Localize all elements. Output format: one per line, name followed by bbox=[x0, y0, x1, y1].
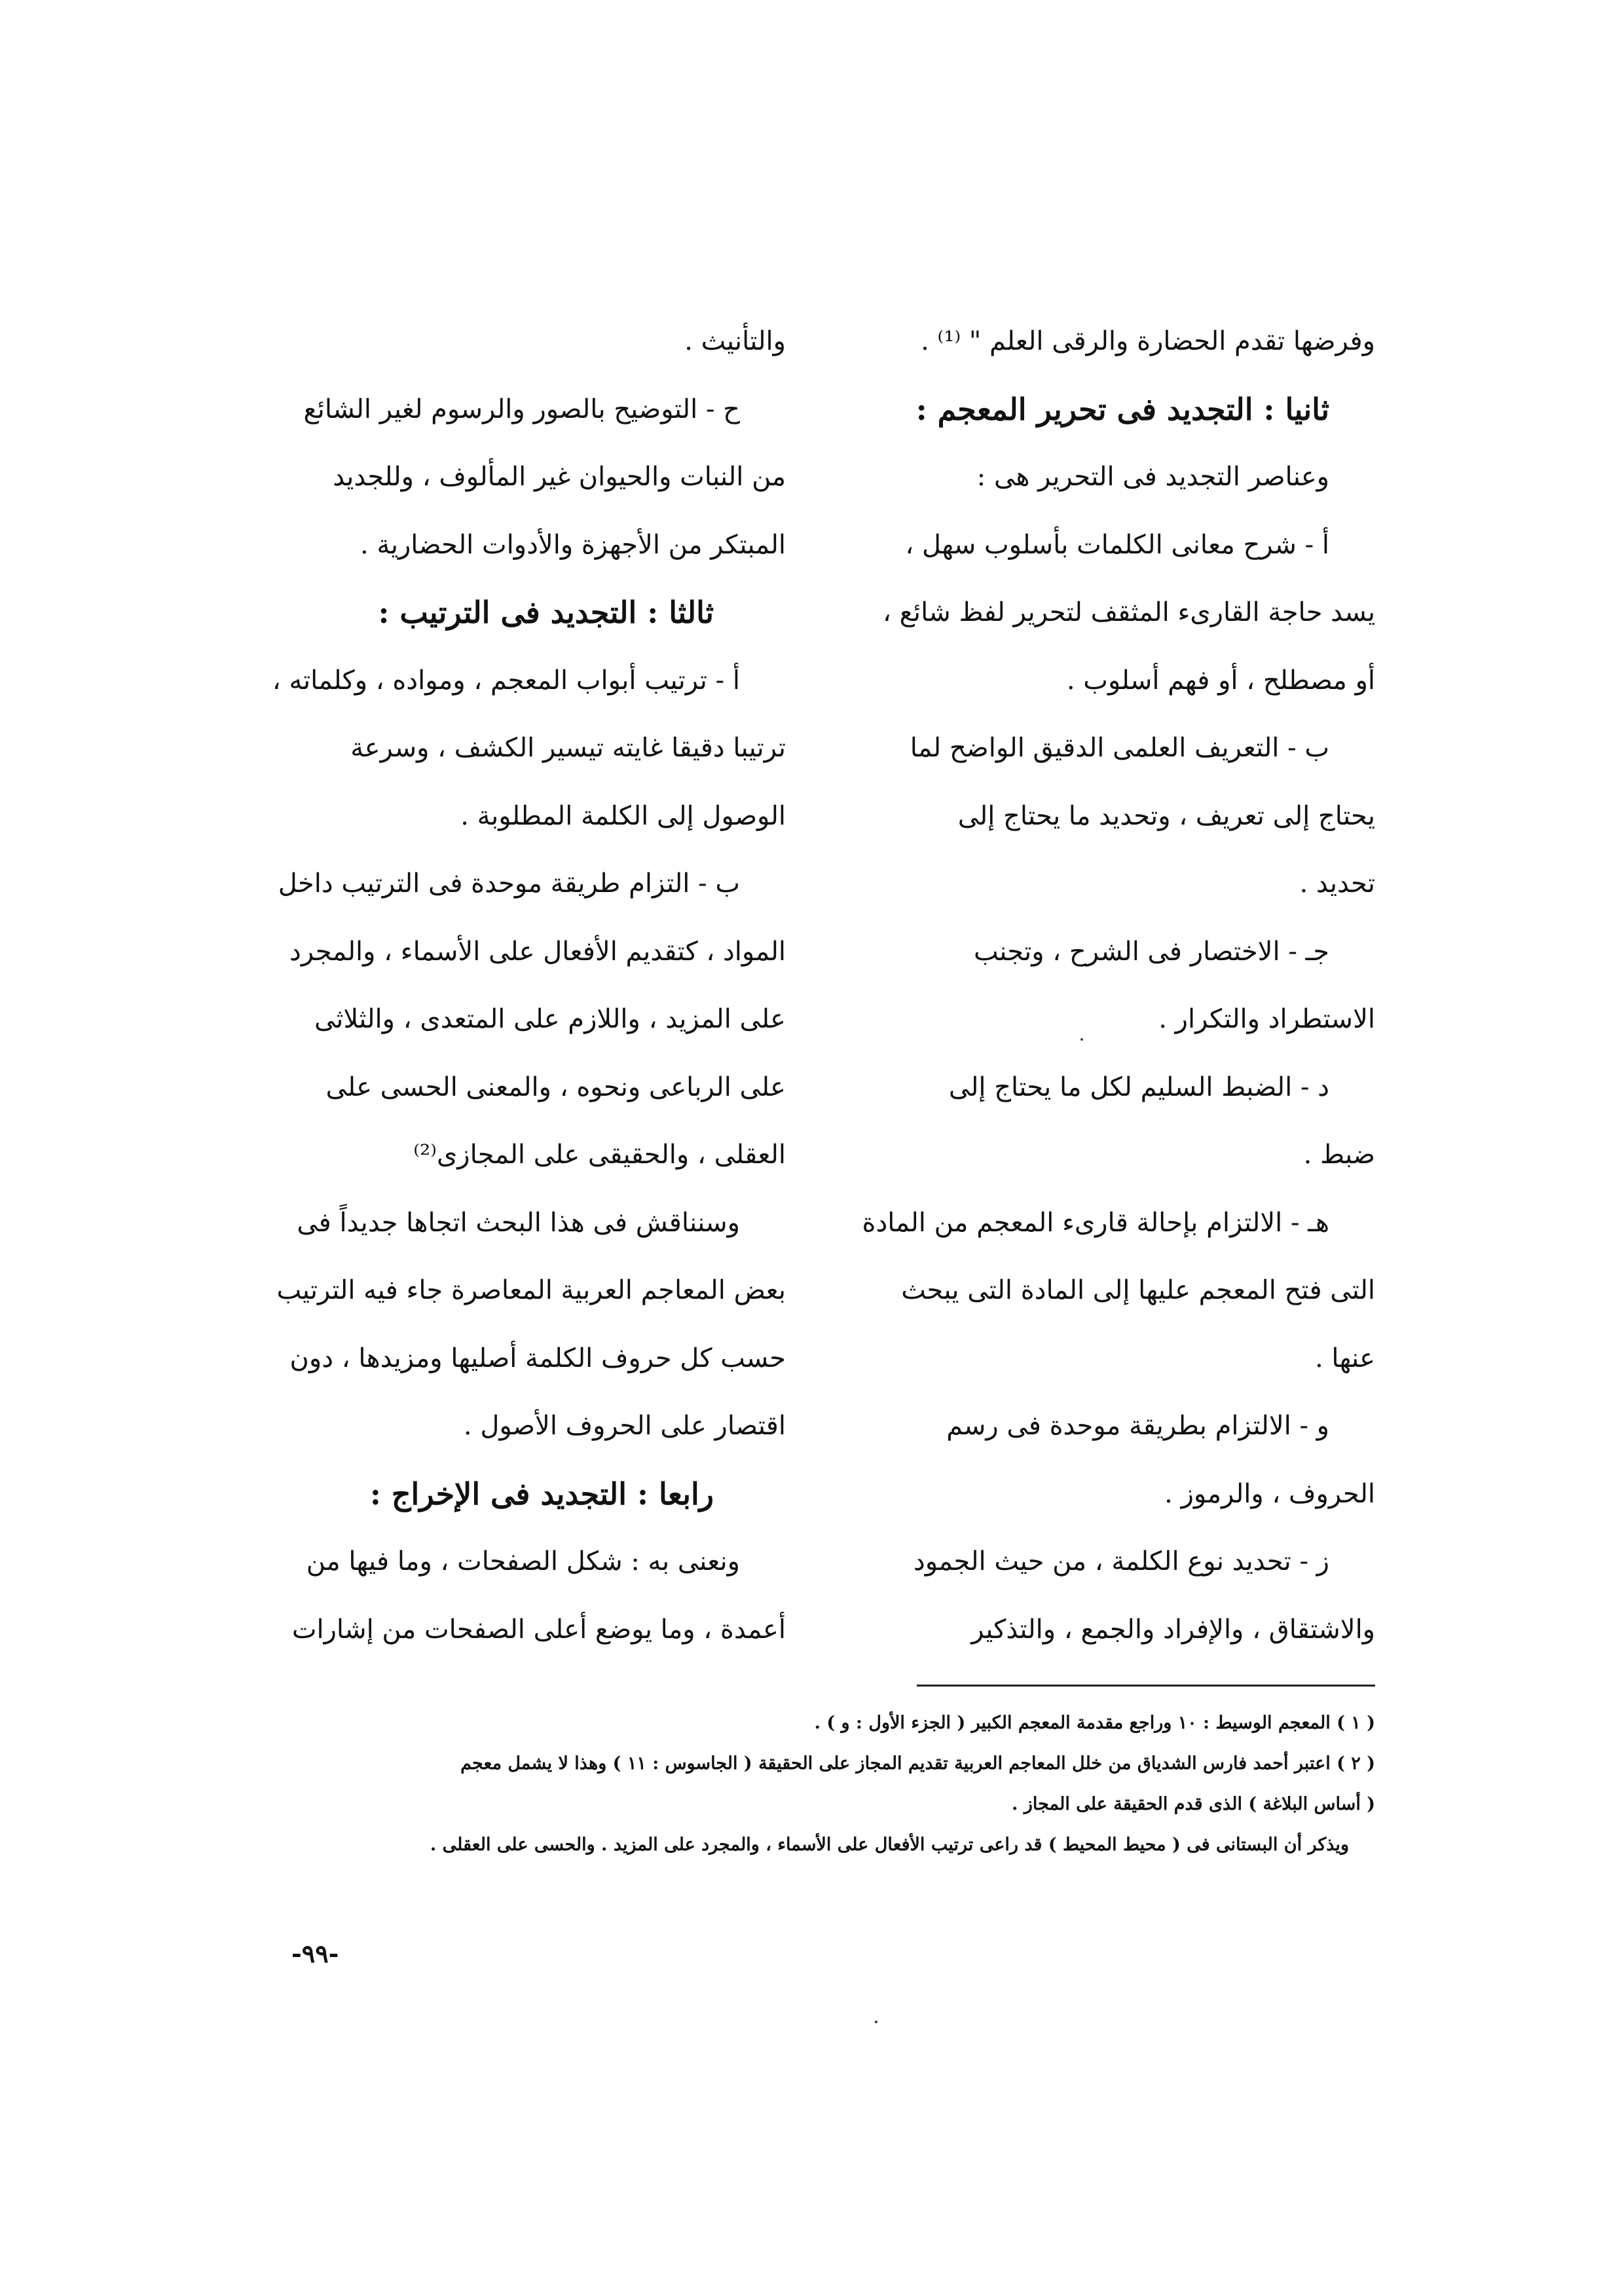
text-line: الاستطراد والتكرار . bbox=[1158, 1004, 1375, 1034]
list-item: أ - شرح معانى الكلمات بأسلوب سهل ، bbox=[905, 529, 1329, 560]
page-number: -٩٩- bbox=[291, 1939, 339, 1968]
section-heading-editing: ثانيا : التجديد فى تحرير المعجم : bbox=[915, 391, 1329, 427]
text-line: عنها . bbox=[1315, 1343, 1375, 1373]
text-line: وسنناقش فى هذا البحث اتجاها جديداً فى bbox=[297, 1207, 740, 1238]
text-line: على المزيد ، واللازم على المتعدى ، والثلاثى bbox=[314, 1004, 786, 1034]
text-line: والتأنيث . bbox=[684, 326, 786, 356]
list-item: هـ - الالتزام بإحالة قارىء المعجم من المادة bbox=[862, 1207, 1329, 1238]
footnote-2: ( ٢ ) اعتبر أحمد فارس الشدياق من خلل المعاجم العربية تقديم المجاز على الحقيقة ( الجاسوس : ١١ ) وهذا لا يشمل معجم bbox=[460, 1753, 1375, 1774]
text-line: بعض المعاجم العربية المعاصرة جاء فيه الترتيب bbox=[276, 1275, 786, 1305]
footnote-divider bbox=[917, 1685, 1375, 1687]
list-item: أ - ترتيب أبواب المعجم ، ومواده ، وكلماته ، bbox=[272, 665, 740, 696]
text-line: ترتيبا دقيقا غايته تيسير الكشف ، وسرعة bbox=[350, 733, 786, 763]
list-item: و - الالتزام بطريقة موحدة فى رسم bbox=[946, 1411, 1329, 1441]
text-line: أو مصطلح ، أو فهم أسلوب . bbox=[1066, 665, 1375, 696]
text-line: العقلى ، والحقيقى على المجازى⁽²⁾ bbox=[413, 1140, 786, 1170]
list-item: د - الضبط السليم لكل ما يحتاج إلى bbox=[948, 1072, 1329, 1102]
footnote-note: ويذكر أن البستانى فى ( محيط المحيط ) قد راعى ترتيب الأفعال على الأسماء ، والمجرد على المزيد . والحسى على العقلى . bbox=[430, 1835, 1349, 1855]
text-line: من النبات والحيوان غير المألوف ، وللجديد bbox=[333, 462, 786, 492]
text-line: المبتكر من الأجهزة والأدوات الحضارية . bbox=[360, 529, 786, 560]
scan-speck bbox=[1080, 1038, 1083, 1041]
text-line: ضبط . bbox=[1303, 1140, 1375, 1170]
scan-speck bbox=[875, 2021, 877, 2023]
list-item: جـ - الاختصار فى الشرح ، وتجنب bbox=[973, 936, 1329, 967]
footnotes bbox=[262, 1703, 1375, 1865]
text-line: يسد حاجة القارىء المثقف لتحرير لفظ شائع ، bbox=[883, 597, 1375, 627]
text-line: والاشتقاق ، والإفراد والجمع ، والتذكير bbox=[971, 1614, 1375, 1645]
text-line: تحديد . bbox=[1299, 868, 1375, 899]
text-line: يحتاج إلى تعريف ، وتحديد ما يحتاج إلى bbox=[957, 800, 1375, 831]
text-line: حسب كل حروف الكلمة أصليها ومزيدها ، دون bbox=[289, 1343, 786, 1373]
list-item: ب - التعريف العلمى الدقيق الواضح لما bbox=[910, 733, 1329, 763]
list-item: ب - التزام طريقة موحدة فى الترتيب داخل bbox=[278, 868, 740, 899]
right-text-column bbox=[838, 308, 1375, 1664]
text-line: التى فتح المعجم عليها إلى المادة التى يبحث bbox=[901, 1275, 1375, 1305]
list-item: ز - تحديد نوع الكلمة ، من حيث الجمود bbox=[913, 1546, 1329, 1577]
text-line: اقتصار على الحروف الأصول . bbox=[463, 1411, 786, 1441]
section-heading-ordering: ثالثا : التجديد فى الترتيب : bbox=[378, 595, 714, 630]
text-line: الوصول إلى الكلمة المطلوبة . bbox=[460, 800, 786, 831]
text-line: على الرباعى ونحوه ، والمعنى الحسى على bbox=[325, 1072, 786, 1102]
text-line: وفرضها تقدم الحضارة والرقى العلم " ⁽¹⁾ . bbox=[921, 326, 1375, 356]
list-item: ح - التوضيح بالصور والرسوم لغير الشائع bbox=[303, 394, 740, 424]
footnote-2-continued: ( أساس البلاغة ) الذى قدم الحقيقة على المجاز . bbox=[1012, 1794, 1375, 1814]
section-heading-production: رابعا : التجديد فى الإخراج : bbox=[369, 1476, 714, 1512]
text-line: ونعنى به : شكل الصفحات ، وما فيها من bbox=[306, 1546, 740, 1577]
text-line: المواد ، كتقديم الأفعال على الأسماء ، والمجرد bbox=[289, 936, 786, 967]
text-line: أعمدة ، وما يوضع أعلى الصفحات من إشارات bbox=[291, 1614, 786, 1645]
left-text-column bbox=[249, 308, 786, 1664]
text-line: وعناصر التجديد فى التحرير هى : bbox=[976, 462, 1329, 492]
text-line: الحروف ، والرموز . bbox=[1164, 1478, 1375, 1509]
footnote-1: ( ١ ) المعجم الوسيط : ١٠ وراجع مقدمة المعجم الكبير ( الجزء الأول : و ) . bbox=[814, 1713, 1375, 1733]
